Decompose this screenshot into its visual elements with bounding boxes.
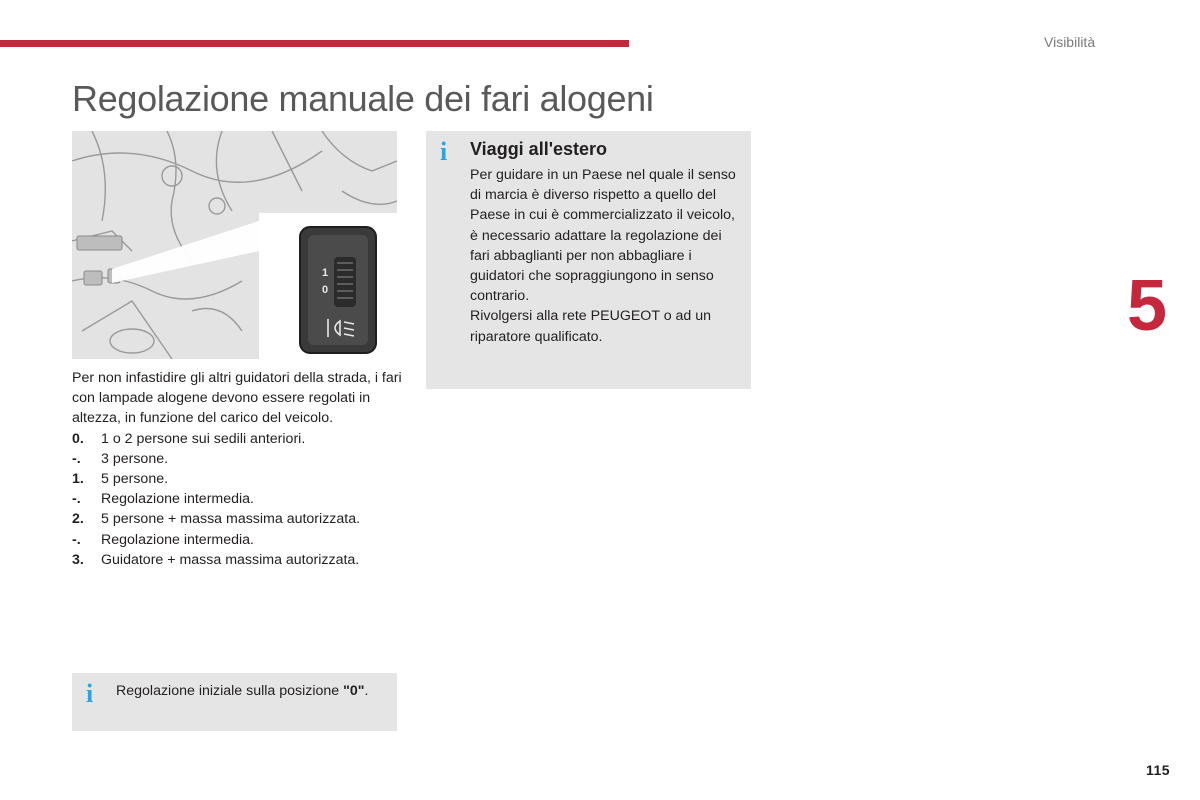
legend-item [72, 469, 402, 489]
initial-text-after: . [364, 683, 369, 699]
legend-key: 3. [72, 551, 84, 568]
legend-key: -. [72, 491, 81, 508]
legend-item [72, 530, 402, 550]
dial-label-top: 1 [322, 267, 329, 279]
travel-box-paragraph: Per guidare in un Paese nel quale il senso di marcia è diverso rispetto a quello del Paese in cui è commercializzato il veicolo, è necessario adattare la regolazione dei fari abbaglianti per non abbagliare i guidatori che sopraggiungono in senso contrario. [470, 167, 736, 305]
initial-setting-box [72, 673, 397, 731]
legend-item [72, 489, 402, 509]
section-label: Visibilità [1044, 34, 1096, 50]
legend-key: 0. [72, 430, 84, 447]
legend-text: 5 persone + massa massima autorizzata. [101, 511, 361, 528]
travel-box-title: Viaggi all'estero [470, 139, 608, 159]
intro-paragraph: Per non infastidire gli altri guidatori della strada, i fari con lampade alogene devono essere regolati in altezza, in funzione del carico del veicolo. [72, 370, 402, 427]
initial-position-value: "0" [343, 683, 365, 699]
chapter-number: 5 [1127, 266, 1168, 346]
legend-key: 2. [72, 511, 84, 528]
headlamp-adjuster-illustration [72, 131, 397, 359]
info-icon: i [86, 679, 94, 708]
initial-text-before: Regolazione iniziale sulla posizione [116, 683, 344, 699]
legend-text: Regolazione intermedia. [101, 491, 255, 508]
dial-label-bottom: 0 [322, 284, 329, 296]
legend-item [72, 509, 402, 529]
legend-text: 1 o 2 persone sui sedili anteriori. [101, 430, 306, 447]
legend-key: -. [72, 531, 81, 548]
travel-box-paragraph: Rivolgersi alla rete PEUGEOT o ad un riparatore qualificato. [470, 308, 712, 345]
legend-key: -. [72, 450, 81, 467]
page-number: 115 [1146, 762, 1171, 778]
initial-setting-text [116, 681, 368, 701]
load-position-legend [72, 429, 402, 570]
legend-text: Regolazione intermedia. [101, 531, 255, 548]
legend-text: 5 persone. [101, 471, 169, 488]
travel-abroad-box [426, 131, 751, 389]
header-rule [0, 40, 629, 47]
dashboard-drawing [72, 131, 397, 359]
legend-text: Guidatore + massa massima autorizzata. [101, 551, 360, 568]
intro-section [72, 368, 402, 570]
page-title: Regolazione manuale dei fari alogeni [72, 78, 654, 119]
legend-item [72, 550, 402, 570]
legend-key: 1. [72, 471, 84, 488]
travel-box-body [470, 165, 742, 347]
info-icon: i [440, 137, 448, 166]
legend-text: 3 persone. [101, 450, 169, 467]
legend-item [72, 429, 402, 449]
legend-item [72, 449, 402, 469]
